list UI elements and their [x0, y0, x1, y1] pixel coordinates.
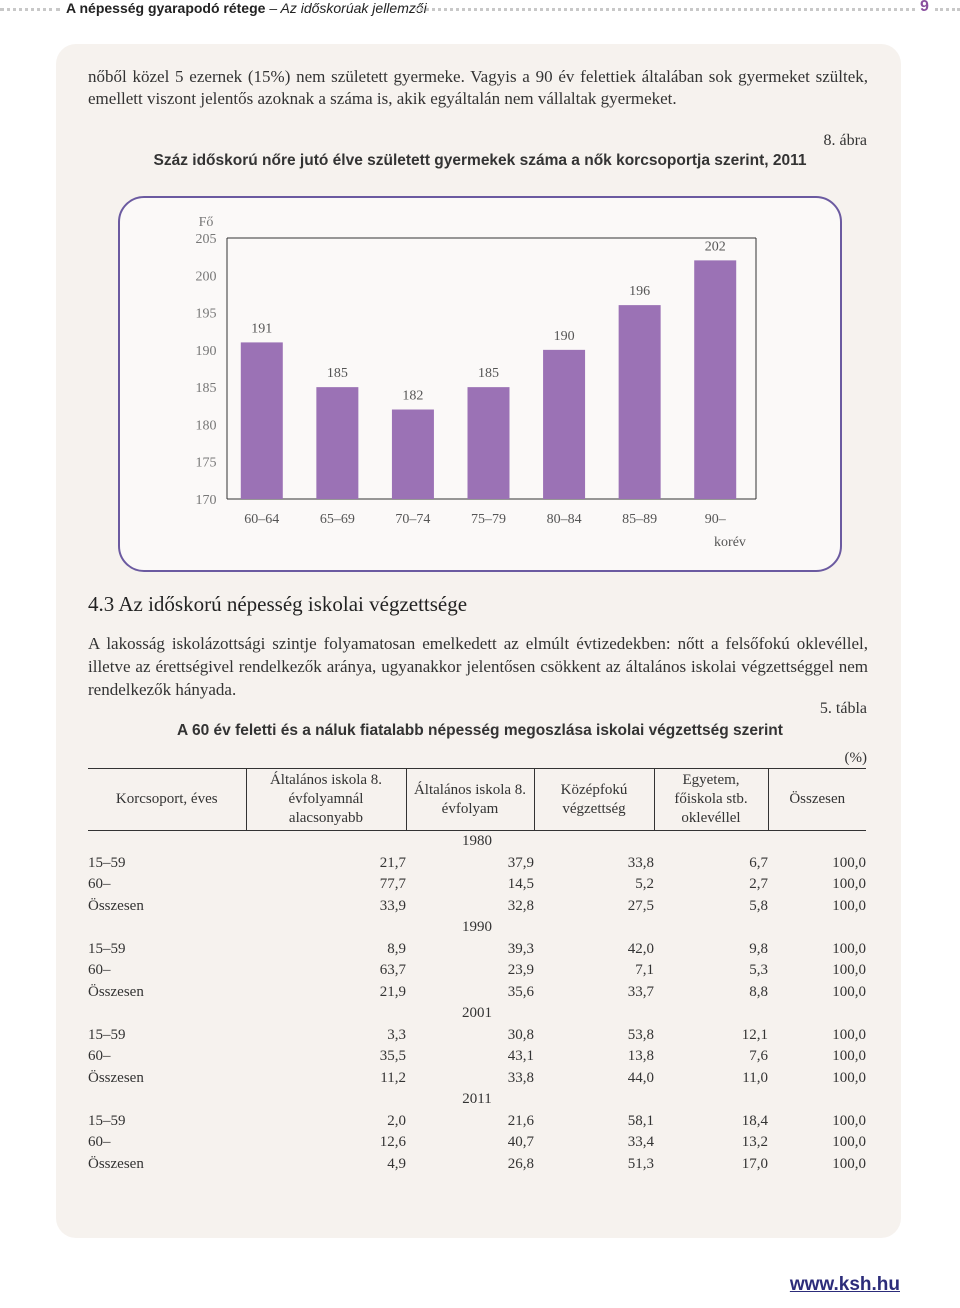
x-tick-label: 60–64 [244, 512, 280, 527]
table-cell: 40,7 [507, 1134, 534, 1151]
table-cell: 100,0 [832, 854, 866, 871]
section-paragraph: A lakosság iskolázottsági szintje folyamatosan emelkedett az elmúlt évtizedekben: nőtt a felsőfokú oklevéllel, illetve az érettségivel rendelkezők aránya, ugyanakkor jelentősen csökkent az általános iskolai végzettséggel nem rendelkezők hányada. [88, 634, 868, 699]
table-cell: 2,7 [749, 876, 768, 893]
y-tick-label: 205 [195, 232, 217, 247]
x-axis-label: korév [714, 535, 746, 550]
section-heading: 4.3 Az időskorú népesség iskolai végzettsége [88, 592, 468, 616]
col-header-tertiary: Egyetem, főiskola stb. oklevéllel [654, 769, 768, 831]
x-tick-label: 90– [704, 512, 726, 527]
bar-value-label: 182 [402, 388, 424, 404]
year-row [88, 1003, 866, 1025]
table-cell: 7,6 [749, 1048, 768, 1065]
header-dots-end [935, 8, 960, 11]
row-label: 15–59 [88, 854, 126, 871]
bar [468, 387, 510, 499]
bar [241, 342, 283, 499]
table-cell: 21,6 [507, 1112, 534, 1129]
year-label: 1980 [462, 833, 492, 850]
table-cell: 14,5 [507, 876, 534, 893]
row-label: Összesen [88, 1069, 144, 1086]
table-header-row [88, 769, 866, 831]
table-row [88, 1132, 866, 1154]
table-row [88, 853, 866, 875]
x-tick-label: 70–74 [395, 512, 431, 527]
table-cell: 13,2 [741, 1134, 768, 1151]
row-label: 60– [88, 1134, 111, 1151]
table-cell: 39,3 [507, 940, 534, 957]
table-cell: 3,3 [387, 1026, 406, 1043]
table-cell: 33,9 [379, 897, 406, 914]
table-cell: 9,8 [749, 940, 768, 957]
y-tick-label: 195 [195, 306, 217, 322]
table-cell: 5,3 [749, 962, 768, 979]
table-title: A 60 év feletti és a náluk fiatalabb népesség megoszlása iskolai végzettség szerint [177, 722, 783, 739]
table-cell: 18,4 [741, 1112, 768, 1129]
table-cell: 4,9 [387, 1155, 406, 1172]
table-cell: 13,8 [627, 1048, 654, 1065]
table-cell: 21,9 [379, 983, 406, 1000]
header-title-part1: A népesség gyarapodó rétege [66, 0, 266, 16]
table-cell: 33,8 [627, 854, 654, 871]
table-cell: 33,4 [627, 1134, 654, 1151]
row-label: Összesen [88, 897, 144, 914]
x-tick-label: 75–79 [471, 512, 506, 527]
row-label: 60– [88, 1048, 111, 1065]
table-cell: 26,8 [507, 1155, 534, 1172]
table-cell: 6,7 [749, 854, 768, 871]
table-row [88, 874, 866, 896]
table-row [88, 1046, 866, 1068]
header-dots-left [0, 8, 60, 11]
table-cell: 51,3 [627, 1155, 654, 1172]
table-cell: 35,6 [507, 983, 534, 1000]
table-cell: 33,7 [627, 983, 654, 1000]
bar-value-label: 196 [629, 284, 651, 300]
table-cell: 37,9 [507, 854, 534, 871]
intro-paragraph: nőből közel 5 ezernek (15%) nem született gyermeke. Vagyis a 90 év felettiek általában sok gyermeket szültek, emellett viszont jelentős azoknak a száma is, akik egyáltalán nem vállaltak gyermeket. [88, 67, 868, 108]
table-row [88, 1025, 866, 1047]
table-row [88, 1068, 866, 1090]
bar [694, 260, 736, 499]
table-row [88, 1111, 866, 1133]
x-tick-label: 85–89 [622, 512, 658, 527]
table-label: 5. tábla [819, 700, 867, 717]
col-header-secondary: Középfokú végzettség [534, 769, 654, 831]
bar [316, 387, 358, 499]
row-label: 15–59 [88, 1112, 126, 1129]
table-cell: 77,7 [379, 876, 406, 893]
year-label: 2011 [462, 1091, 492, 1108]
bar [619, 305, 661, 499]
x-tick-label: 65–69 [319, 512, 355, 527]
table-cell: 23,9 [507, 962, 534, 979]
table-cell: 100,0 [832, 1112, 866, 1129]
year-label: 1990 [462, 919, 492, 936]
education-table [88, 768, 866, 1175]
col-header-8-grade: Általános iskola 8. évfolyam [406, 769, 534, 831]
running-header [66, 0, 427, 16]
table-cell: 100,0 [832, 1048, 866, 1065]
bar [543, 350, 585, 499]
footer-link[interactable]: www.ksh.hu [789, 1274, 900, 1295]
table-cell: 11,2 [380, 1069, 406, 1086]
y-tick-label: 170 [195, 493, 217, 508]
table-cell: 100,0 [832, 940, 866, 957]
table-cell: 11,0 [742, 1069, 768, 1086]
table-cell: 100,0 [832, 962, 866, 979]
table-cell: 58,1 [627, 1112, 654, 1129]
row-label: 60– [88, 876, 111, 893]
table-row [88, 939, 866, 961]
row-label: 15–59 [88, 940, 126, 957]
year-row [88, 831, 866, 853]
chart-frame [118, 196, 842, 572]
header-title-separator: – [265, 0, 281, 16]
bar-value-label: 191 [251, 321, 273, 337]
y-tick-label: 200 [195, 269, 217, 285]
table-row [88, 982, 866, 1004]
table-cell: 21,7 [379, 854, 406, 871]
header-title-part2: Az időskorúak jellemzői [280, 0, 427, 16]
table-cell: 100,0 [832, 1155, 866, 1172]
figure-title: Száz időskorú nőre jutó élve született gyermekek száma a nők korcsoportja szerint, 2011 [153, 152, 807, 169]
table-cell: 2,0 [387, 1112, 406, 1129]
table-cell: 100,0 [832, 1069, 866, 1086]
bar-value-label: 185 [326, 366, 348, 382]
col-header-age: Korcsoport, éves [88, 769, 246, 831]
year-label: 2001 [462, 1005, 492, 1022]
table-cell: 32,8 [507, 897, 534, 914]
bar-value-label: 202 [704, 239, 726, 255]
table-cell: 30,8 [507, 1026, 534, 1043]
row-label: Összesen [88, 983, 144, 1000]
y-tick-label: 190 [195, 343, 217, 359]
col-header-below-8: Általános iskola 8. évfolyamnál alacsonyabb [246, 769, 406, 831]
table-cell: 33,8 [507, 1069, 534, 1086]
table-cell: 100,0 [832, 897, 866, 914]
bar [392, 410, 434, 499]
table-unit: (%) [844, 750, 867, 766]
table-row [88, 1154, 866, 1176]
header-dots-right [415, 8, 915, 11]
bar-value-label: 190 [553, 328, 575, 344]
y-tick-label: 180 [195, 418, 217, 434]
table-row [88, 960, 866, 982]
bar-value-label: 185 [478, 366, 499, 382]
table-cell: 100,0 [832, 1134, 866, 1151]
row-label: 60– [88, 962, 111, 979]
table-cell: 63,7 [379, 962, 406, 979]
table-cell: 8,8 [749, 983, 768, 1000]
table-cell: 43,1 [507, 1048, 534, 1065]
table-cell: 17,0 [741, 1155, 768, 1172]
page-number: 9 [920, 0, 929, 15]
y-tick-label: 175 [195, 455, 217, 471]
table-cell: 12,6 [379, 1134, 406, 1151]
row-label: Összesen [88, 1155, 144, 1172]
x-tick-label: 80–84 [546, 512, 582, 527]
figure-label: 8. ábra [823, 132, 867, 149]
table-cell: 100,0 [832, 876, 866, 893]
y-axis-label: Fő [198, 215, 214, 230]
y-tick-label: 185 [195, 381, 217, 397]
table-cell: 5,2 [635, 876, 654, 893]
table-cell: 53,8 [627, 1026, 654, 1043]
table-cell: 42,0 [627, 940, 654, 957]
table-cell: 5,8 [749, 897, 768, 914]
table-cell: 7,1 [635, 962, 654, 979]
table-cell: 44,0 [627, 1069, 654, 1086]
table-cell: 27,5 [627, 897, 654, 914]
year-row [88, 917, 866, 939]
table-cell: 12,1 [741, 1026, 768, 1043]
table-cell: 8,9 [387, 940, 406, 957]
year-row [88, 1089, 866, 1111]
table-cell: 100,0 [832, 983, 866, 1000]
bar-chart [120, 198, 840, 570]
table-cell: 100,0 [832, 1026, 866, 1043]
col-header-total: Összesen [768, 769, 866, 831]
table-row [88, 896, 866, 918]
table-cell: 35,5 [379, 1048, 406, 1065]
row-label: 15–59 [88, 1026, 126, 1043]
